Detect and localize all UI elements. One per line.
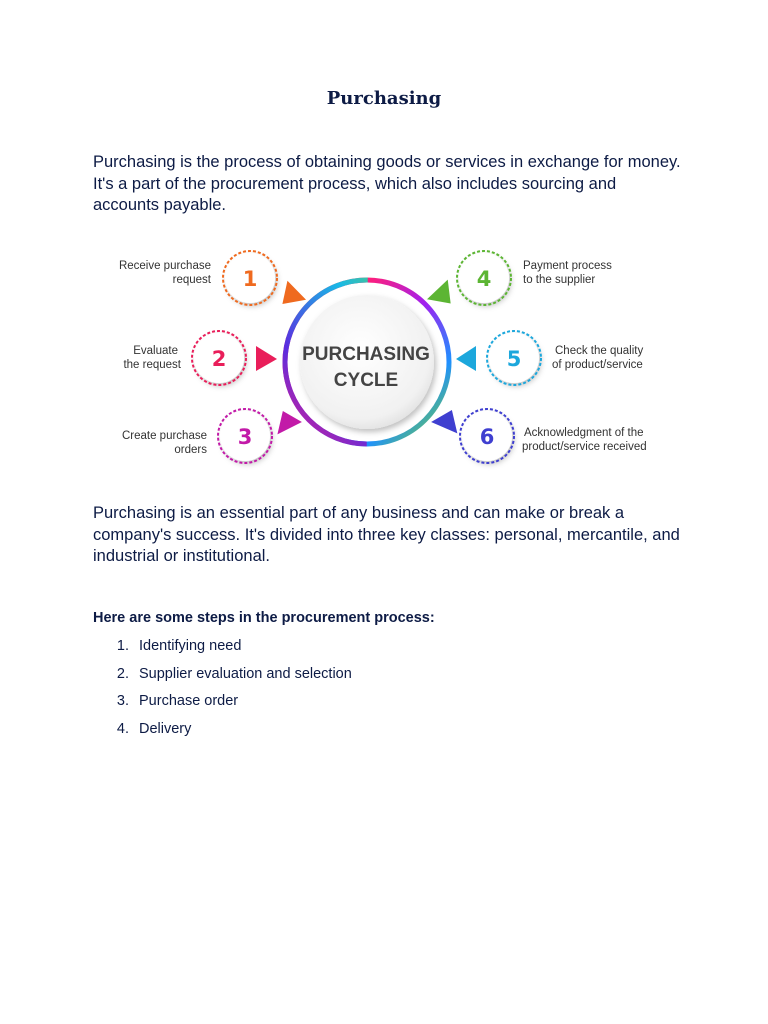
step-badge-2 <box>192 331 246 385</box>
arrow-2 <box>256 346 277 371</box>
procurement-steps-list <box>93 638 352 748</box>
step-badge-4 <box>457 251 511 305</box>
arrow-6 <box>431 410 463 442</box>
step-badge-1 <box>223 251 277 305</box>
intro-paragraph: Purchasing is the process of obtaining goods or services in exchange for money. It's a part of the procurement process, which also includes sourcing and accounts payable. <box>93 153 681 214</box>
step-number-6: 6 <box>479 425 495 449</box>
step-badge-6 <box>460 409 514 463</box>
step-label-2b: the request <box>123 359 181 371</box>
step-label-4a: Payment process <box>523 260 612 272</box>
step-label-4b: to the supplier <box>523 274 596 286</box>
list-item-number: 2. <box>116 665 129 682</box>
list-item-text: Purchase order <box>139 693 239 709</box>
list-item-text: Identifying need <box>139 638 242 654</box>
list-item-text: Supplier evaluation and selection <box>139 665 352 682</box>
step-label-3a: Create purchase <box>121 430 207 442</box>
step-badge-5 <box>487 331 541 385</box>
list-item <box>93 721 352 749</box>
list-item-number: 1. <box>116 638 129 654</box>
step-label-6a: Acknowledgment of the <box>524 427 644 439</box>
arrow-3 <box>271 411 302 442</box>
step-label-3b: orders <box>174 444 207 456</box>
step-label-1a: Receive purchase <box>118 260 211 272</box>
center-title-line1: PURCHASING <box>302 344 430 365</box>
list-item-number: 4. <box>116 720 129 737</box>
step-number-4: 4 <box>476 267 492 291</box>
arrow-5 <box>456 346 476 371</box>
step-badge-3 <box>218 409 272 463</box>
step-number-5: 5 <box>506 347 522 371</box>
list-item-text: Delivery <box>139 720 192 737</box>
step-label-6b: product/service received <box>522 441 647 453</box>
arrow-1 <box>279 278 306 304</box>
step-label-5b: of product/service <box>552 359 643 371</box>
steps-heading: Here are some steps in the procurement process: <box>93 610 435 626</box>
step-label-5a: Check the quality <box>555 345 644 357</box>
purchasing-cycle-diagram <box>100 240 670 475</box>
list-item <box>93 693 352 721</box>
list-item-number: 3. <box>116 693 129 709</box>
body-paragraph: Purchasing is an essential part of any business and can make or break a company's success. It's divided into three key classes: personal, mercantile, and industrial or institutional. <box>93 504 680 565</box>
step-label-1b: request <box>172 274 211 286</box>
step-number-2: 2 <box>211 347 227 371</box>
center-title-line2: CYCLE <box>333 370 399 391</box>
list-item <box>93 638 352 666</box>
center-circle <box>285 280 449 444</box>
step-number-1: 1 <box>242 267 258 291</box>
list-item <box>93 666 352 694</box>
step-label-2a: Evaluate <box>133 345 178 357</box>
step-number-3: 3 <box>237 425 253 449</box>
page-title: Purchasing <box>326 88 442 109</box>
arrow-4 <box>427 277 455 304</box>
